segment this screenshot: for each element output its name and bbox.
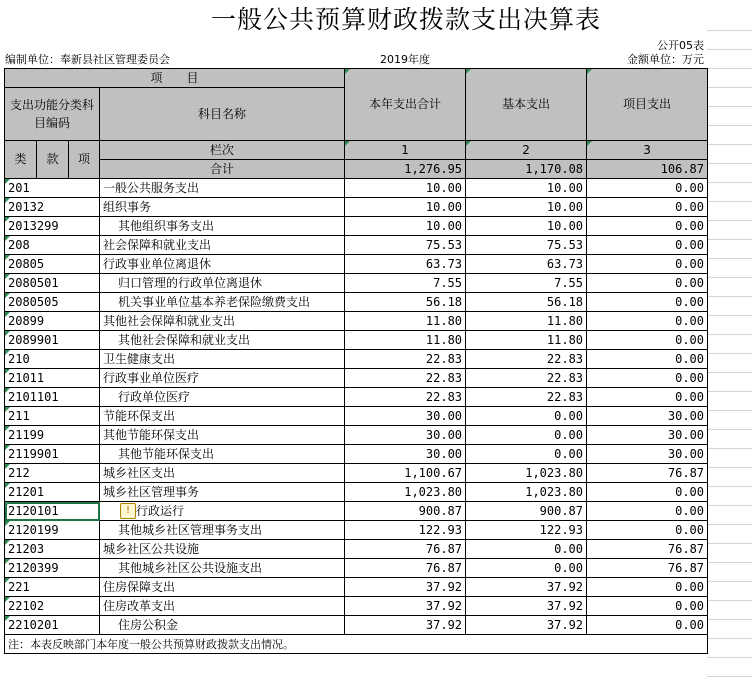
- warning-icon[interactable]: !: [120, 503, 136, 519]
- subject-name-cell[interactable]: 组织事务: [100, 198, 345, 217]
- subject-name-cell[interactable]: 一般公共服务支出: [100, 179, 345, 198]
- table-row: [5, 274, 708, 293]
- subject-name-cell[interactable]: 住房公积金: [100, 616, 345, 635]
- amount-basic-cell[interactable]: 0.00: [466, 407, 587, 426]
- amount-total-cell[interactable]: 10.00: [345, 198, 466, 217]
- money-unit[interactable]: 金额单位：万元: [627, 53, 704, 66]
- table-row: [5, 464, 708, 483]
- amount-project-cell[interactable]: 0.00: [587, 502, 708, 521]
- subject-name-cell[interactable]: 其他社会保障和就业支出: [100, 312, 345, 331]
- amount-project-cell[interactable]: 0.00: [587, 521, 708, 540]
- amount-basic-cell[interactable]: 22.83: [466, 350, 587, 369]
- subject-name-cell[interactable]: 住房改革支出: [100, 597, 345, 616]
- subject-code-cell[interactable]: 20899: [5, 312, 100, 331]
- subject-code-cell[interactable]: 2013299: [5, 217, 100, 236]
- amount-basic-cell[interactable]: 22.83: [466, 369, 587, 388]
- amount-basic-cell[interactable]: 1,023.80: [466, 483, 587, 502]
- amount-basic-cell[interactable]: 37.92: [466, 616, 587, 635]
- report-title[interactable]: 一般公共预算财政拨款支出决算表: [210, 5, 601, 34]
- header-kuan[interactable]: 款: [37, 141, 69, 179]
- table-row: [5, 502, 708, 521]
- amount-total-cell[interactable]: 10.00: [345, 217, 466, 236]
- amount-project-cell[interactable]: 0.00: [587, 483, 708, 502]
- header-basic[interactable]: 基本支出: [466, 69, 587, 141]
- report-year[interactable]: 2019年度: [380, 53, 430, 66]
- amount-total-cell[interactable]: 76.87: [345, 559, 466, 578]
- subject-name-cell[interactable]: 其他组织事务支出: [100, 217, 345, 236]
- table-row: [5, 198, 708, 217]
- total-label[interactable]: 合计: [100, 160, 345, 179]
- table-row: [5, 445, 708, 464]
- table-row: [5, 597, 708, 616]
- subject-code-cell[interactable]: 2210201: [5, 616, 100, 635]
- amount-basic-cell[interactable]: 56.18: [466, 293, 587, 312]
- amount-total-cell[interactable]: 56.18: [345, 293, 466, 312]
- header-total[interactable]: 本年支出合计: [345, 69, 466, 141]
- subject-code-cell[interactable]: 20132: [5, 198, 100, 217]
- subject-name-text: 行政运行: [136, 503, 185, 518]
- amount-project-cell[interactable]: 30.00: [587, 407, 708, 426]
- amount-project-cell[interactable]: 0.00: [587, 388, 708, 407]
- header-code-group[interactable]: 支出功能分类科目编码: [5, 88, 100, 141]
- subject-name-cell[interactable]: 其他城乡社区公共设施支出: [100, 559, 345, 578]
- amount-basic-cell[interactable]: 0.00: [466, 540, 587, 559]
- total-sum[interactable]: 1,276.95: [345, 160, 466, 179]
- header-name[interactable]: 科目名称: [100, 88, 345, 141]
- subject-code-cell[interactable]: 21199: [5, 426, 100, 445]
- amount-total-cell[interactable]: 37.92: [345, 616, 466, 635]
- amount-total-cell[interactable]: 122.93: [345, 521, 466, 540]
- amount-project-cell[interactable]: 0.00: [587, 179, 708, 198]
- table-row: [5, 407, 708, 426]
- amount-total-cell[interactable]: 22.83: [345, 369, 466, 388]
- table-row: [5, 331, 708, 350]
- subject-name-cell[interactable]: 机关事业单位基本养老保险缴费支出: [100, 293, 345, 312]
- table-row: [5, 312, 708, 331]
- amount-total-cell[interactable]: 11.80: [345, 312, 466, 331]
- amount-basic-cell[interactable]: 0.00: [466, 445, 587, 464]
- table-row: [5, 179, 708, 198]
- note-row: [5, 635, 708, 654]
- subject-code-cell[interactable]: 2080501: [5, 274, 100, 293]
- amount-total-cell[interactable]: 75.53: [345, 236, 466, 255]
- subject-code-cell[interactable]: 210: [5, 350, 100, 369]
- amount-project-cell[interactable]: 0.00: [587, 331, 708, 350]
- subject-code-cell[interactable]: 2101101: [5, 388, 100, 407]
- subject-name-cell[interactable]: 其他城乡社区管理事务支出: [100, 521, 345, 540]
- subject-name-cell[interactable]: 归口管理的行政单位离退休: [100, 274, 345, 293]
- subject-code-cell[interactable]: 2089901: [5, 331, 100, 350]
- amount-total-cell[interactable]: 22.83: [345, 388, 466, 407]
- amount-basic-cell[interactable]: 0.00: [466, 559, 587, 578]
- header-col1[interactable]: 1: [345, 141, 466, 160]
- amount-basic-cell[interactable]: 0.00: [466, 426, 587, 445]
- amount-basic-cell[interactable]: 122.93: [466, 521, 587, 540]
- table-row: [5, 426, 708, 445]
- amount-project-cell[interactable]: 0.00: [587, 274, 708, 293]
- subject-name-cell[interactable]: 其他节能环保支出: [100, 445, 345, 464]
- amount-project-cell[interactable]: 0.00: [587, 597, 708, 616]
- amount-project-cell[interactable]: 0.00: [587, 578, 708, 597]
- header-project[interactable]: 项目支出: [587, 69, 708, 141]
- amount-project-cell[interactable]: 0.00: [587, 293, 708, 312]
- amount-basic-cell[interactable]: 7.55: [466, 274, 587, 293]
- amount-basic-cell[interactable]: 10.00: [466, 198, 587, 217]
- subject-name-cell[interactable]: 社会保障和就业支出: [100, 236, 345, 255]
- subject-code-cell[interactable]: 2120101: [5, 502, 100, 521]
- amount-basic-cell[interactable]: 1,023.80: [466, 464, 587, 483]
- table-note[interactable]: 注：本表反映部门本年度一般公共预算财政拨款支出情况。: [5, 635, 708, 654]
- table-row: [5, 483, 708, 502]
- amount-basic-cell[interactable]: 37.92: [466, 578, 587, 597]
- header-xiang[interactable]: 项: [69, 141, 100, 179]
- amount-project-cell[interactable]: 76.87: [587, 464, 708, 483]
- amount-total-cell[interactable]: 76.87: [345, 540, 466, 559]
- subject-code-cell[interactable]: 22102: [5, 597, 100, 616]
- amount-basic-cell[interactable]: 900.87: [466, 502, 587, 521]
- table-row: [5, 236, 708, 255]
- expenditure-table: [4, 68, 708, 654]
- amount-basic-cell[interactable]: 75.53: [466, 236, 587, 255]
- table-row: [5, 616, 708, 635]
- amount-project-cell[interactable]: 30.00: [587, 445, 708, 464]
- amount-total-cell[interactable]: 10.00: [345, 179, 466, 198]
- subject-code-cell[interactable]: 2119901: [5, 445, 100, 464]
- subject-name-cell[interactable]: 其他节能环保支出: [100, 426, 345, 445]
- subject-code-cell[interactable]: 20805: [5, 255, 100, 274]
- subject-code-cell[interactable]: 208: [5, 236, 100, 255]
- amount-total-cell[interactable]: 1,100.67: [345, 464, 466, 483]
- amount-project-cell[interactable]: 76.87: [587, 559, 708, 578]
- table-row: [5, 388, 708, 407]
- amount-total-cell[interactable]: 30.00: [345, 445, 466, 464]
- amount-project-cell[interactable]: 76.87: [587, 540, 708, 559]
- amount-basic-cell[interactable]: 22.83: [466, 388, 587, 407]
- amount-basic-cell[interactable]: 10.00: [466, 217, 587, 236]
- amount-total-cell[interactable]: 1,023.80: [345, 483, 466, 502]
- amount-project-cell[interactable]: 0.00: [587, 369, 708, 388]
- subject-code-cell[interactable]: 211: [5, 407, 100, 426]
- header-col3[interactable]: 3: [587, 141, 708, 160]
- table-row: [5, 578, 708, 597]
- amount-project-cell[interactable]: 0.00: [587, 616, 708, 635]
- amount-project-cell[interactable]: 0.00: [587, 198, 708, 217]
- subject-name-cell[interactable]: 行政事业单位离退休: [100, 255, 345, 274]
- empty-grid-area[interactable]: [707, 30, 752, 690]
- subject-code-cell[interactable]: 221: [5, 578, 100, 597]
- subject-code-cell[interactable]: 21203: [5, 540, 100, 559]
- table-row: [5, 559, 708, 578]
- subject-code-cell[interactable]: 2120399: [5, 559, 100, 578]
- table-row: [5, 350, 708, 369]
- amount-project-cell[interactable]: 0.00: [587, 255, 708, 274]
- subject-name-cell[interactable]: 行政单位医疗: [100, 388, 345, 407]
- amount-project-cell[interactable]: 0.00: [587, 312, 708, 331]
- amount-total-cell[interactable]: 30.00: [345, 407, 466, 426]
- subject-code-cell[interactable]: 201: [5, 179, 100, 198]
- subject-name-cell[interactable]: 其他社会保障和就业支出: [100, 331, 345, 350]
- amount-basic-cell[interactable]: 37.92: [466, 597, 587, 616]
- table-row: [5, 521, 708, 540]
- subject-code-cell[interactable]: 21011: [5, 369, 100, 388]
- amount-basic-cell[interactable]: 63.73: [466, 255, 587, 274]
- table-row: [5, 293, 708, 312]
- subject-name-cell[interactable]: [100, 502, 345, 521]
- amount-total-cell[interactable]: 22.83: [345, 350, 466, 369]
- form-number[interactable]: 公开05表: [657, 39, 704, 52]
- amount-total-cell[interactable]: 11.80: [345, 331, 466, 350]
- amount-project-cell[interactable]: 0.00: [587, 217, 708, 236]
- compiling-unit[interactable]: 编制单位：奉新县社区管理委员会: [5, 53, 170, 66]
- subject-code-cell[interactable]: 212: [5, 464, 100, 483]
- total-project[interactable]: 106.87: [587, 160, 708, 179]
- header-lanci[interactable]: 栏次: [100, 141, 345, 160]
- subject-code-cell[interactable]: 2080505: [5, 293, 100, 312]
- subject-name-cell[interactable]: 住房保障支出: [100, 578, 345, 597]
- subject-name-cell[interactable]: 节能环保支出: [100, 407, 345, 426]
- subject-name-cell[interactable]: 行政事业单位医疗: [100, 369, 345, 388]
- amount-basic-cell[interactable]: 11.80: [466, 312, 587, 331]
- amount-basic-cell[interactable]: 10.00: [466, 179, 587, 198]
- subject-code-cell[interactable]: 2120199: [5, 521, 100, 540]
- total-basic[interactable]: 1,170.08: [466, 160, 587, 179]
- header-item[interactable]: 项 目: [5, 69, 345, 88]
- amount-project-cell[interactable]: 0.00: [587, 350, 708, 369]
- amount-project-cell[interactable]: 0.00: [587, 236, 708, 255]
- amount-total-cell[interactable]: 37.92: [345, 578, 466, 597]
- table-row: [5, 369, 708, 388]
- amount-project-cell[interactable]: 30.00: [587, 426, 708, 445]
- subject-name-cell[interactable]: 城乡社区支出: [100, 464, 345, 483]
- amount-total-cell[interactable]: 7.55: [345, 274, 466, 293]
- amount-total-cell[interactable]: 37.92: [345, 597, 466, 616]
- table-row: [5, 255, 708, 274]
- amount-basic-cell[interactable]: 11.80: [466, 331, 587, 350]
- amount-total-cell[interactable]: 63.73: [345, 255, 466, 274]
- amount-total-cell[interactable]: 30.00: [345, 426, 466, 445]
- header-col2[interactable]: 2: [466, 141, 587, 160]
- subject-code-cell[interactable]: 21201: [5, 483, 100, 502]
- table-row: [5, 217, 708, 236]
- subject-name-cell[interactable]: 城乡社区公共设施: [100, 540, 345, 559]
- subject-name-cell[interactable]: 城乡社区管理事务: [100, 483, 345, 502]
- header-lei[interactable]: 类: [5, 141, 37, 179]
- subject-name-cell[interactable]: 卫生健康支出: [100, 350, 345, 369]
- table-row: [5, 540, 708, 559]
- amount-total-cell[interactable]: 900.87: [345, 502, 466, 521]
